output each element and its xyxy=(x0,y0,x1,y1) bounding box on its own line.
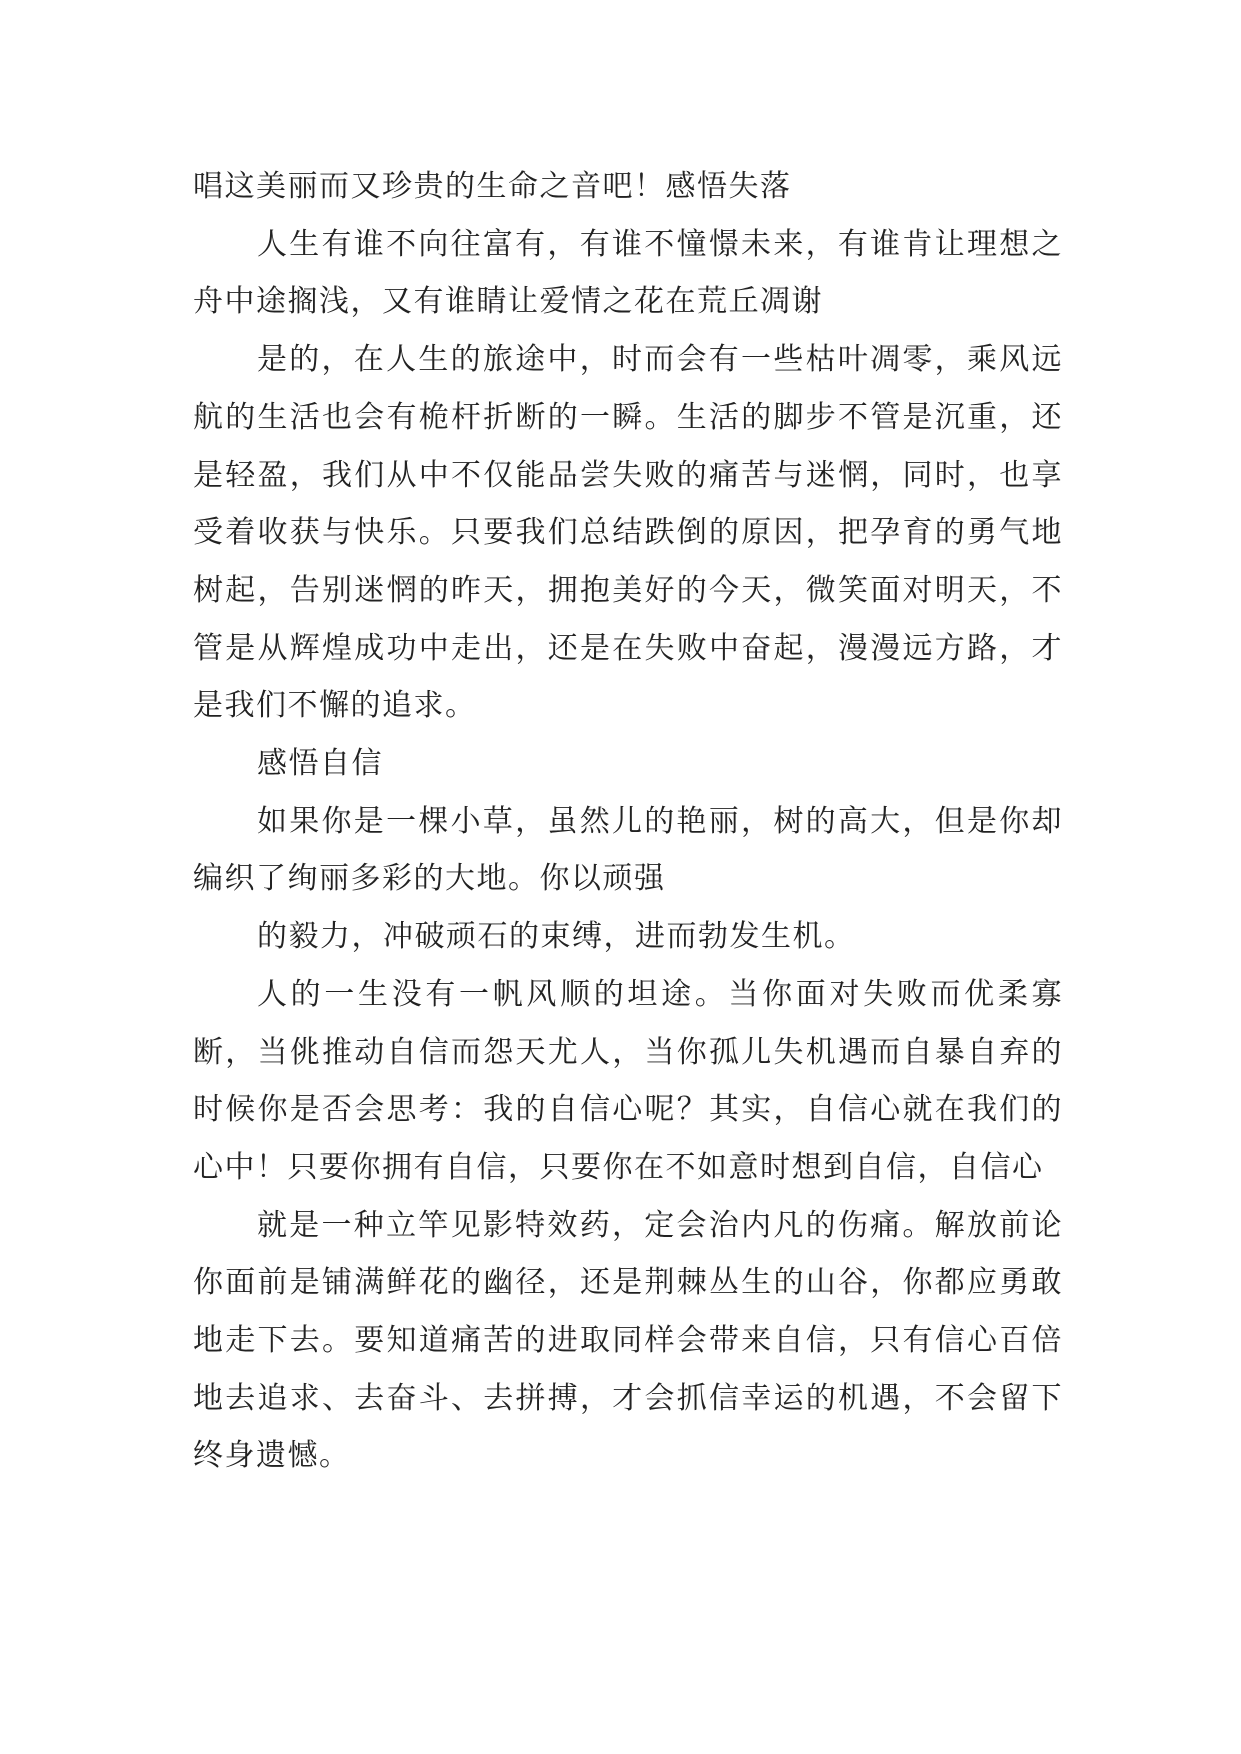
paragraph: 唱这美丽而又珍贵的生命之音吧！感悟失落 xyxy=(193,169,792,204)
paragraph: 如果你是一棵小草，虽然儿的艳丽，树的高大，但是你却编织了绚丽多彩的大地。你以顽强 xyxy=(193,803,1063,897)
paragraph: 人生有谁不向往富有，有谁不憧憬未来，有谁肯让理想之舟中途搁浅，又有谁睛让爱情之花在荒丘凋谢 xyxy=(193,226,1063,320)
paragraph: 就是一种立竿见影特效药，定会治内凡的伤痛。解放前论你面前是铺满鲜花的幽径，还是荆棘丛生的山谷，你都应勇敢地走下去。要知道痛苦的进取同样会带来自信，只有信心百倍地去追求、去奋斗、去拼搏，才会抓信幸运的机遇，不会留下终身遗憾。 xyxy=(193,1207,1063,1474)
paragraph: 的毅力，冲破顽石的束缚，进而勃发生机。 xyxy=(257,919,856,955)
paragraph: 人的一生没有一帆风顺的坦途。当你面对失败而优柔寡断，当佻推动自信而怨天尤人，当你孤儿失机遇而自暴自弃的时候你是否会思考：我的自信心呢？其实，自信心就在我们的心中！只要你拥有自信，只要你在不如意时想到自信，自信心 xyxy=(193,976,1063,1185)
paragraph: 是的，在人生的旅途中，时而会有一些枯叶凋零，乘风远航的生活也会有桅杆折断的一瞬。生活的脚步不管是沉重，还是轻盈，我们从中不仅能品尝失败的痛苦与迷惘，同时，也享受着收获与快乐。只要我们总结跌倒的原因，把孕育的勇气地树起，告别迷惘的昨天，拥抱美好的今天，微笑面对明天，不管是从辉煌成功中走出，还是在失败中奋起，漫漫远方路，才是我们不懈的追求。 xyxy=(193,342,1063,724)
section-heading: 感悟自信 xyxy=(257,746,383,782)
document-body xyxy=(193,158,1063,1485)
